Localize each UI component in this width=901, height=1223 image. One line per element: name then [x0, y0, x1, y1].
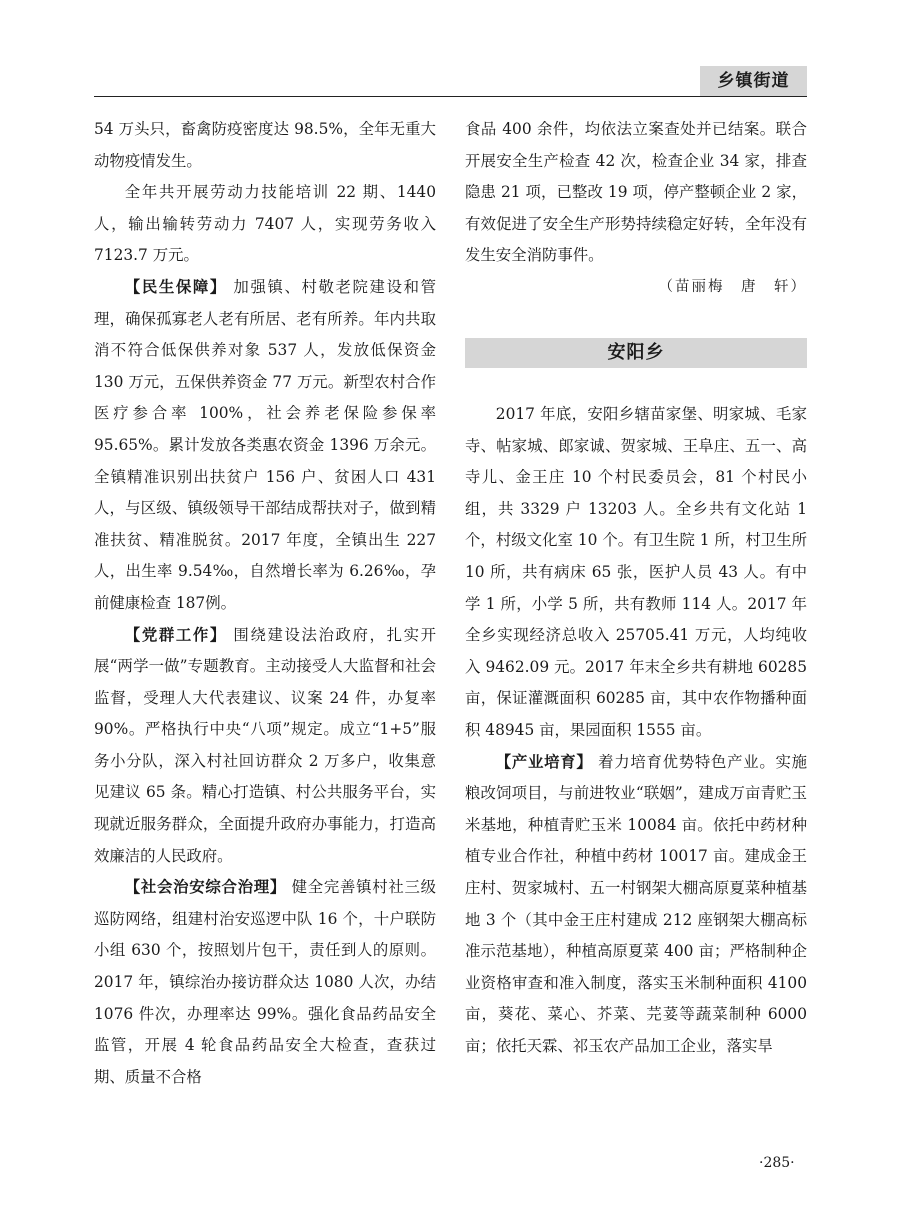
heading-dangqun: 【党群工作】 — [124, 625, 227, 644]
paragraph-continued: 54 万头只，畜禽防疫密度达 98.5%，全年无重大动物疫情发生。 — [94, 120, 436, 170]
section-header-tag: 乡镇街道 — [700, 66, 807, 96]
right-column-bottom — [465, 399, 807, 1062]
page-number: ·285· — [759, 1155, 795, 1171]
heading-chanye: 【产业培育】 — [495, 752, 593, 771]
header-rule — [94, 96, 807, 97]
paragraph-anyang-intro: 2017 年底，安阳乡辖苗家堡、明家城、毛家寺、帖家城、郎家诚、贺家城、王阜庄、五一、高寺儿、金王庄 10 个村民委员会，81 个村民小组，共 3329 户 13203 人。全乡共有文化站 1 个，村级文化室 10 个。有卫生院 1 所，村卫生所 10 所，共有病床 65 张，医护人员 43 人。有中学 1 所，小学 5 所，共有教师 114 人。2017 年全乡实现经济总收入 25705.41 万元，人均纯收入 9462.09 元。2017 年末全乡共有耕地 60285 亩，保证灌溉面积 60285 亩，其中农作物播种面积 48945 亩，果园面积 1555 亩。 — [465, 405, 807, 739]
left-column — [94, 114, 436, 1093]
section-title-band: 安阳乡 — [465, 338, 807, 368]
body-dangqun: 围绕建设法治政府，扎实开展“两学一做”专题教育。主动接受人大监督和社会监督，受理人大代表建议、议案 24 件，办复率 90%。严格执行中央“八项”规定。成立“1+5”服务小分队，深入村社回访群众 2 万多户，收集意见建议 65 条。精心打造镇、村公共服务平台，实现就近服务群众，全面提升政府办事能力，打造高效廉洁的人民政府。 — [94, 625, 436, 865]
authors-line: （苗丽梅 唐 轩） — [658, 278, 807, 295]
right-column-top — [465, 114, 807, 304]
paragraph-minsheng — [94, 272, 436, 620]
body-chanye: 着力培育优势特色产业。实施粮改饲项目，与前进牧业“联姻”，建成万亩青贮玉米基地，种植青贮玉米 10084 亩。依托中药材种植专业合作社，种植中药材 10017 亩。建成金王庄村、贺家城村、五一村钢架大棚高原夏菜种植基地 3 个（其中金王庄村建成 212 座钢架大棚高标准示范基地），种植高原夏菜 400 亩；严格制种企业资格审查和准入制度，落实玉米制种面积 4100 亩，葵花、菜心、芥菜、芫荽等蔬菜制种 6000 亩；依托天霖、祁玉农产品加工企业，落实旱 — [465, 752, 807, 1055]
paragraph-labor: 全年共开展劳动力技能培训 22 期、1440 人，输出输转劳动力 7407 人，实现劳务收入 7123.7 万元。 — [94, 183, 436, 265]
heading-minsheng: 【民生保障】 — [124, 277, 227, 296]
body-minsheng: 加强镇、村敬老院建设和管理，确保孤寡老人老有所居、老有所养。年内共取消不符合低保供养对象 537 人，发放低保资金 130 万元，五保供养资金 77 万元。新型农村合作医疗参合率 100%，社会养老保险参保率 95.65%。累计发放各类惠农资金 1396 万余元。全镇精准识别出扶贫户 156 户、贫困人口 431 人，与区级、镇级领导干部结成帮扶对子，做到精准扶贫、精准脱贫。2017 年度，全镇出生 227 人，出生率 9.54‰，自然增长率为 6.26‰，孕前健康检查 187例。 — [94, 277, 436, 612]
paragraph-shehui — [94, 872, 436, 1093]
heading-shehui: 【社会治安综合治理】 — [124, 878, 286, 897]
body-shehui: 健全完善镇村社三级巡防网络，组建村治安巡逻中队 16 个，十户联防小组 630 个，按照划片包干，责任到人的原则。2017 年，镇综治办接访群众达 1080 人次，办结 1076 件次，办理率达 99%。强化食品药品安全监管，开展 4 轮食品药品安全大检查，查获过期、质量不合格 — [94, 878, 436, 1086]
paragraph-chanye — [465, 747, 807, 1063]
paragraph-dangqun — [94, 620, 436, 873]
paragraph-continued-right: 食品 400 余件，均依法立案查处并已结案。联合开展安全生产检查 42 次，检查企业 34 家，排查隐患 21 项，已整改 19 项，停产整顿企业 2 家，有效促进了安全生产形势持续稳定好转，全年没有发生安全消防事件。 — [465, 120, 807, 265]
